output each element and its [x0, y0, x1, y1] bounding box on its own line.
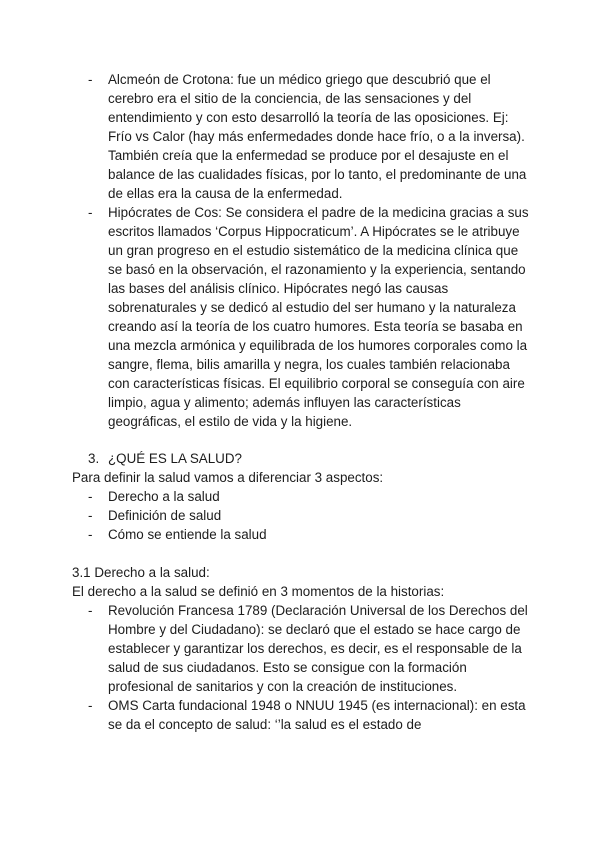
dash-marker: - — [88, 72, 93, 87]
dash-marker: - — [88, 205, 93, 220]
section-3-1-intro: El derecho a la salud se definió en 3 momentos de la historias: — [72, 584, 445, 599]
list-item — [72, 525, 530, 544]
list-item-alcmeon — [72, 70, 530, 203]
section-3-1-heading: 3.1 Derecho a la salud: — [72, 565, 210, 580]
list-item — [72, 487, 530, 506]
list-item-text: Alcmeón de Crotona: fue un médico griego que descubrió que el cerebro era el sitio de la conciencia, de las sensaciones y del entendimiento y con esto desarrolló la teoría de las oposiciones. Ej: Frío vs Calor (hay más enfermedades donde hace frío, o a la inversa). También creía que la enfermedad se produce por el desajuste en el balance de las cualidades físicas, por lo tanto, el predominante de una de ellas era la causa de la enfermedad. — [108, 72, 527, 201]
list-item-text: Cómo se entiende la salud — [108, 527, 267, 542]
dash-marker: - — [88, 698, 93, 713]
section-3-heading — [72, 449, 530, 468]
list-item-oms — [72, 696, 530, 734]
list-item-text: Revolución Francesa 1789 (Declaración Universal de los Derechos del Hombre y del Ciudadano): se declaró que el estado se hace cargo de establecer y garantizar los derechos, es decir, es el responsable de la salud de sus ciudadanos. Esto se consigue con la formación profesional de sanitarios y con la creación de instituciones. — [108, 603, 528, 694]
section-3-intro: Para definir la salud vamos a diferenciar 3 aspectos: — [72, 470, 384, 485]
list-item-text: Hipócrates de Cos: Se considera el padre de la medicina gracias a sus escritos llamados ‘Corpus Hippocraticum’. A Hipócrates se le atribuye un gran progreso en el estudio sistemático de la medicina clínica que se basó en la observación, el razonamiento y la experiencia, sentando las bases del análisis clínico. Hipócrates negó las causas sobrenaturales y se dedicó al estudio del ser humano y la naturaleza creando así la teoría de los cuatro humores. Esta teoría se basaba en una mezcla armónica y equilibrada de los humores corporales como la sangre, flema, bilis amarilla y negra, los cuales también relacionaba con características físicas. El equilibrio corporal se conseguía con aire limpio, agua y alimento; además influyen las características geográficas, el estilo de vida y la higiene. — [108, 205, 529, 429]
list-item — [72, 506, 530, 525]
dash-marker: - — [88, 527, 93, 542]
dash-marker: - — [88, 508, 93, 523]
dash-marker: - — [88, 489, 93, 504]
dash-marker: - — [88, 603, 93, 618]
list-item-text: Definición de salud — [108, 508, 222, 523]
list-item-revolucion-francesa — [72, 601, 530, 696]
spacer — [72, 544, 530, 563]
list-item-text: Derecho a la salud — [108, 489, 220, 504]
page-content — [72, 70, 530, 734]
list-item-text: OMS Carta fundacional 1948 o NNUU 1945 (es internacional): en esta se da el concepto de salud: ‘’la salud es el estado de — [108, 698, 526, 732]
section-number: 3. — [88, 451, 100, 466]
section-title: ¿QUÉ ES LA SALUD? — [108, 451, 242, 466]
list-item-hipocrates — [72, 203, 530, 431]
